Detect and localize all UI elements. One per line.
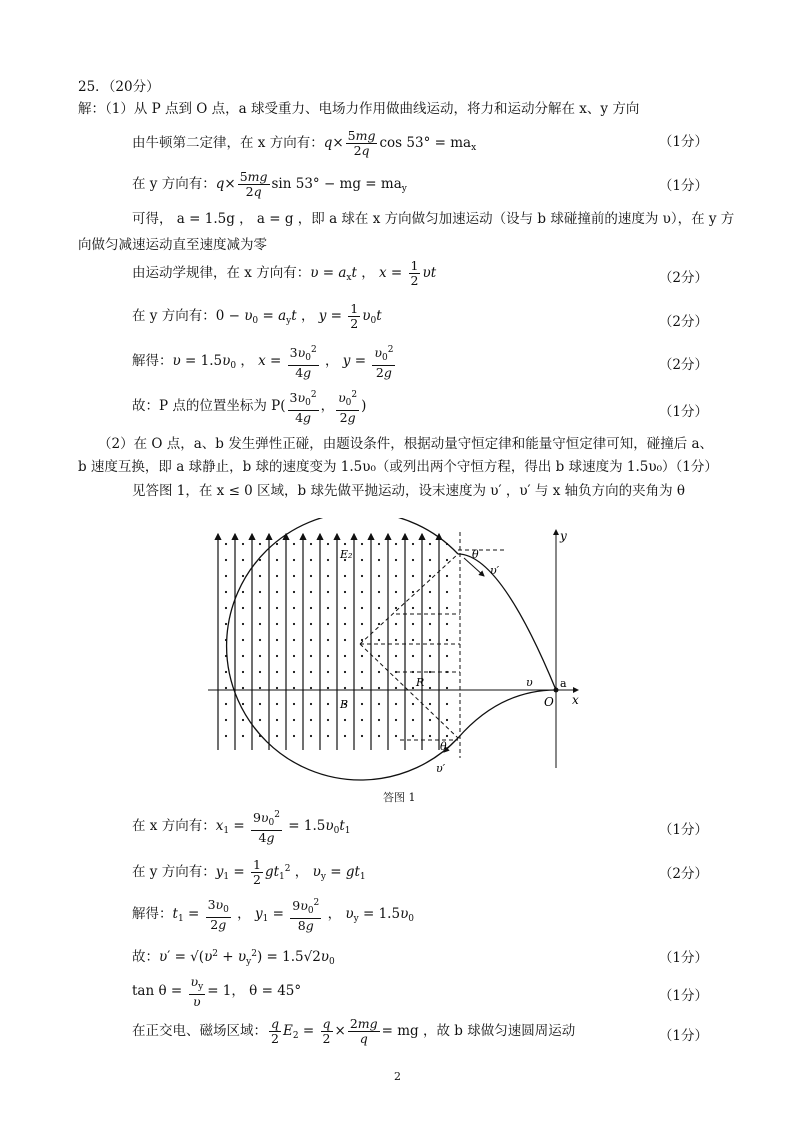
v-prime-upper-label: υ′ [490,564,500,577]
field-dot [242,687,244,689]
field-dot [259,543,261,545]
field-dot [395,591,397,593]
field-dot [225,671,227,673]
newton-x-prefix: 由牛顿第二定律，在 x 方向有： [132,135,324,151]
field-dot [378,559,380,561]
field-dot [276,559,278,561]
v-prime-lower-label: υ′ [436,762,446,775]
field-dot [276,687,278,689]
field-dot [310,591,312,593]
field-dot [361,639,363,641]
field-dot [259,703,261,705]
field-dot [378,607,380,609]
field-dot [242,671,244,673]
field-dot [242,735,244,737]
field-dot [242,591,244,593]
field-dot [378,591,380,593]
field-dot [293,591,295,593]
field-dot [446,703,448,705]
part2-line-2: b 速度互换，即 a 球静止，b 球的速度变为 1.5υ₀（或列出两个守恒方程，得出 b 球速度为 1.5υ₀）（1分） [78,459,718,475]
field-dot [225,559,227,561]
field-dot [276,575,278,577]
field-dot [429,735,431,737]
field-dot [293,671,295,673]
score: （1分） [658,950,708,966]
field-dot [412,559,414,561]
score: （2分） [658,270,708,286]
field-dot [310,655,312,657]
field-dot [412,607,414,609]
field-dot [293,607,295,609]
field-dot [225,687,227,689]
field-dot [446,575,448,577]
field-dot [395,559,397,561]
field-dot [242,719,244,721]
field-dot [327,639,329,641]
result-line-1: 可得， a = 1.5g ， a = g ，即 a 球在 x 方向做匀加速运动（设与 b 球碰撞前的速度为 υ），在 y 方 [132,211,735,227]
field-dot [276,703,278,705]
field-dot [276,591,278,593]
y1-equation: 在 y 方向有：$y_1$ = $\frac{1}{2}$ $gt_1^2$ ， $\upsilon_y = gt_1$ [132,857,366,887]
field-dot [412,591,414,593]
field-dot [446,655,448,657]
origin-label: O [544,695,554,709]
newton-y-equation: 在 y 方向有：q× $\frac{5mg}{2q}$ sin 53° − mg = $ma_y$ [132,169,407,199]
r-label: R [416,676,425,689]
score: （2分） [658,314,708,330]
field-dot [446,639,448,641]
field-dot [310,575,312,577]
ball-a-label: a [560,677,567,690]
field-dot [446,735,448,737]
field-dot [310,719,312,721]
field-dot [225,719,227,721]
field-dot [276,655,278,657]
y-axis-label: y [560,529,567,543]
field-dot [293,543,295,545]
field-dot [276,671,278,673]
field-dot [344,671,346,673]
field-dot [259,655,261,657]
field-dot [259,671,261,673]
field-dot [429,575,431,577]
field-dot [259,687,261,689]
field-dot [310,559,312,561]
field-dot [378,623,380,625]
kinematics-y: 在 y 方向有：$0 - \upsilon_0 = a_yt$ ， y = $\frac{1}{2}$ $\upsilon_0t$ [132,301,382,331]
field-dot [327,671,329,673]
field-dot [225,591,227,593]
newton-y-tail: sin 53° − mg = ma [271,176,402,192]
kinematics-x: 由运动学规律，在 x 方向有：$\upsilon = a_xt$ ， x = $\frac{1}{2}$ υt [132,258,437,288]
field-dot [361,655,363,657]
field-dot [310,623,312,625]
field-dot [327,591,329,593]
v-label: υ [526,676,533,689]
field-dot [344,623,346,625]
field-dot [293,559,295,561]
field-dot [378,735,380,737]
field-dot [259,719,261,721]
field-dot [276,543,278,545]
field-label: E₂ [340,548,353,561]
p-coordinate: 故：P 点的位置坐标为 P( $\frac{3\upsilon_0^2}{4g}$ ， $\frac{\upsilon_0^2}{2g}$ ) [132,390,367,425]
field-dot [361,687,363,689]
field-dot [412,543,414,545]
figure-answer-1 [200,518,600,800]
score: （2分） [658,866,708,882]
field-dot [310,607,312,609]
field-dot [429,623,431,625]
field-dot [293,575,295,577]
field-dot [395,655,397,657]
field-dot [242,703,244,705]
field-dot [446,687,448,689]
field-dot [395,735,397,737]
field-dot [327,719,329,721]
score: （1分） [658,134,708,150]
score: （1分） [658,404,708,420]
field-dot [344,687,346,689]
field-dot [327,607,329,609]
field-dot [242,575,244,577]
field-dot [242,559,244,561]
field-dot [378,671,380,673]
solve-2: 解得：$t_1$ = $\frac{3\upsilon_0}{2g}$ ， $y_1$ = $\frac{9\upsilon_0^2}{8g}$ ， $\upsilon_y = 1.5\upsilon_0$ [132,896,415,933]
field-dot [344,655,346,657]
field-dot [378,719,380,721]
field-dot [242,639,244,641]
field-dot [361,623,363,625]
result-line-2: 向做匀减速运动直至速度减为零 [78,237,267,253]
field-dot [429,671,431,673]
score: （1分） [658,988,708,1004]
field-dot [361,735,363,737]
field-dot [276,719,278,721]
field-dot [361,543,363,545]
field-dot [361,671,363,673]
field-dot [327,575,329,577]
field-dot [293,655,295,657]
field-dot [412,639,414,641]
field-dot [225,543,227,545]
field-dot [259,575,261,577]
upper-parabola [458,554,556,690]
field-dot [344,543,346,545]
field-dot [378,543,380,545]
field-dot [225,703,227,705]
field-dot [293,639,295,641]
field-dot [344,735,346,737]
field-dot [276,735,278,737]
field-dot [361,607,363,609]
score: （1分） [658,178,708,194]
radius-upper [360,554,458,644]
field-dot [361,703,363,705]
field-dot [327,703,329,705]
field-equation: 在正交电、磁场区域： $\frac{q}{2}$ $E_2$ = $\frac{q}{2}$ × $\frac{2mg}{q}$ = mg ，故 b 球做匀速圆周运动 [132,1016,576,1046]
theta-lower-label: θ [440,740,447,753]
field-dot [310,687,312,689]
solve-1: 解得：$\upsilon = 1.5\upsilon_0$ ， x = $\frac{3\upsilon_0^2}{4g}$ ， y = $\frac{\upsilon_0^2}{2g}$ [132,345,394,380]
field-dot [429,591,431,593]
field-dot [412,719,414,721]
field-dot [310,671,312,673]
field-dot [378,687,380,689]
field-dot [429,719,431,721]
field-dot [429,559,431,561]
field-dot [361,559,363,561]
field-dot [446,591,448,593]
field-dot [242,623,244,625]
field-dot [361,575,363,577]
field-dot [429,543,431,545]
part2-line-3: 见答图 1，在 x ≤ 0 区域，b 球先做平抛运动，设末速度为 υ′ ，υ′ 与 x 轴负方向的夹角为 θ [132,483,686,499]
field-dot [327,687,329,689]
field-dot [361,719,363,721]
field-dot [225,575,227,577]
field-dot [395,719,397,721]
field-dot [276,623,278,625]
field-dot [378,639,380,641]
part1-intro: 解：（1）从 P 点到 O 点，a 球受重力、电场力作用做曲线运动，将力和运动分解在 x、y 方向 [78,101,640,117]
field-dot [225,623,227,625]
field-dot [446,719,448,721]
field-dot [276,607,278,609]
score: （1分） [658,822,708,838]
speed-equation: 故：$\upsilon' = √(\upsilon^2 + \upsilon_y^2) = 1.5√2\upsilon_0$ [132,949,335,967]
field-dot [446,607,448,609]
field-dot [412,687,414,689]
field-dot [395,639,397,641]
field-dot [429,687,431,689]
field-dot [395,607,397,609]
field-dot [395,687,397,689]
field-dot [412,655,414,657]
x-axis-label: x [572,693,579,707]
field-dot [344,607,346,609]
problem-number: 25．（20分） [78,79,160,95]
field-dot [259,607,261,609]
field-dot [395,543,397,545]
field-dot [344,591,346,593]
field-dot [344,719,346,721]
field-dot [378,703,380,705]
field-dot [293,703,295,705]
field-dot [395,575,397,577]
field-dot [327,735,329,737]
score: （2分） [658,357,708,373]
field-dot [293,719,295,721]
field-dot [446,559,448,561]
field-dot [429,639,431,641]
b-label: B [340,698,349,711]
field-dot [242,543,244,545]
score: （1分） [658,1028,708,1044]
field-dot [344,639,346,641]
figure-caption: 答图 1 [383,791,416,804]
field-dot [242,607,244,609]
field-dot [412,703,414,705]
field-dot [293,735,295,737]
field-dot [259,623,261,625]
field-dot [327,655,329,657]
theta-upper-label: θ [472,548,479,561]
lower-parabola [458,690,556,738]
field-dot [293,687,295,689]
field-dot [293,623,295,625]
field-dot [242,655,244,657]
field-dot [310,735,312,737]
field-dot [395,703,397,705]
field-dot [327,623,329,625]
field-dot [310,543,312,545]
field-dot [259,639,261,641]
field-dot [395,623,397,625]
field-dot [412,575,414,577]
newton-x-tail: cos 53° = ma [379,135,472,151]
field-dot [344,575,346,577]
x1-equation: 在 x 方向有：$x_1$ = $\frac{9\upsilon_0^2}{4g}$ = $1.5\upsilon_0t_1$ [132,810,351,845]
newton-y-prefix: 在 y 方向有： [132,176,216,192]
part2-line-1: （2）在 O 点，a、b 发生弹性正碰，由题设条件，根据动量守恒定律和能量守恒定律可知，碰撞后 a、 [98,436,714,452]
field-dot [276,639,278,641]
field-dot [429,607,431,609]
field-dot [327,559,329,561]
field-dot [225,735,227,737]
page-number: 2 [394,1070,401,1083]
newton-x-equation: 由牛顿第二定律，在 x 方向有：q× $\frac{5mg}{2q}$ $\cos 53^\circ = ma_x$ [132,128,477,158]
field-dot [429,703,431,705]
tan-equation: tan θ = $\frac{\upsilon_y}{\upsilon}$ = 1， θ = 45° [132,973,302,1009]
field-dot [412,623,414,625]
radius-lower [360,644,458,738]
field-dot [429,655,431,657]
field-dot [361,591,363,593]
field-dot [310,639,312,641]
field-dot [378,655,380,657]
field-dot [310,703,312,705]
electric-field-lines [218,534,439,750]
field-dot [446,623,448,625]
field-dot [259,591,261,593]
field-dot [225,607,227,609]
field-dot [327,543,329,545]
field-dot [378,575,380,577]
field-dot [412,735,414,737]
